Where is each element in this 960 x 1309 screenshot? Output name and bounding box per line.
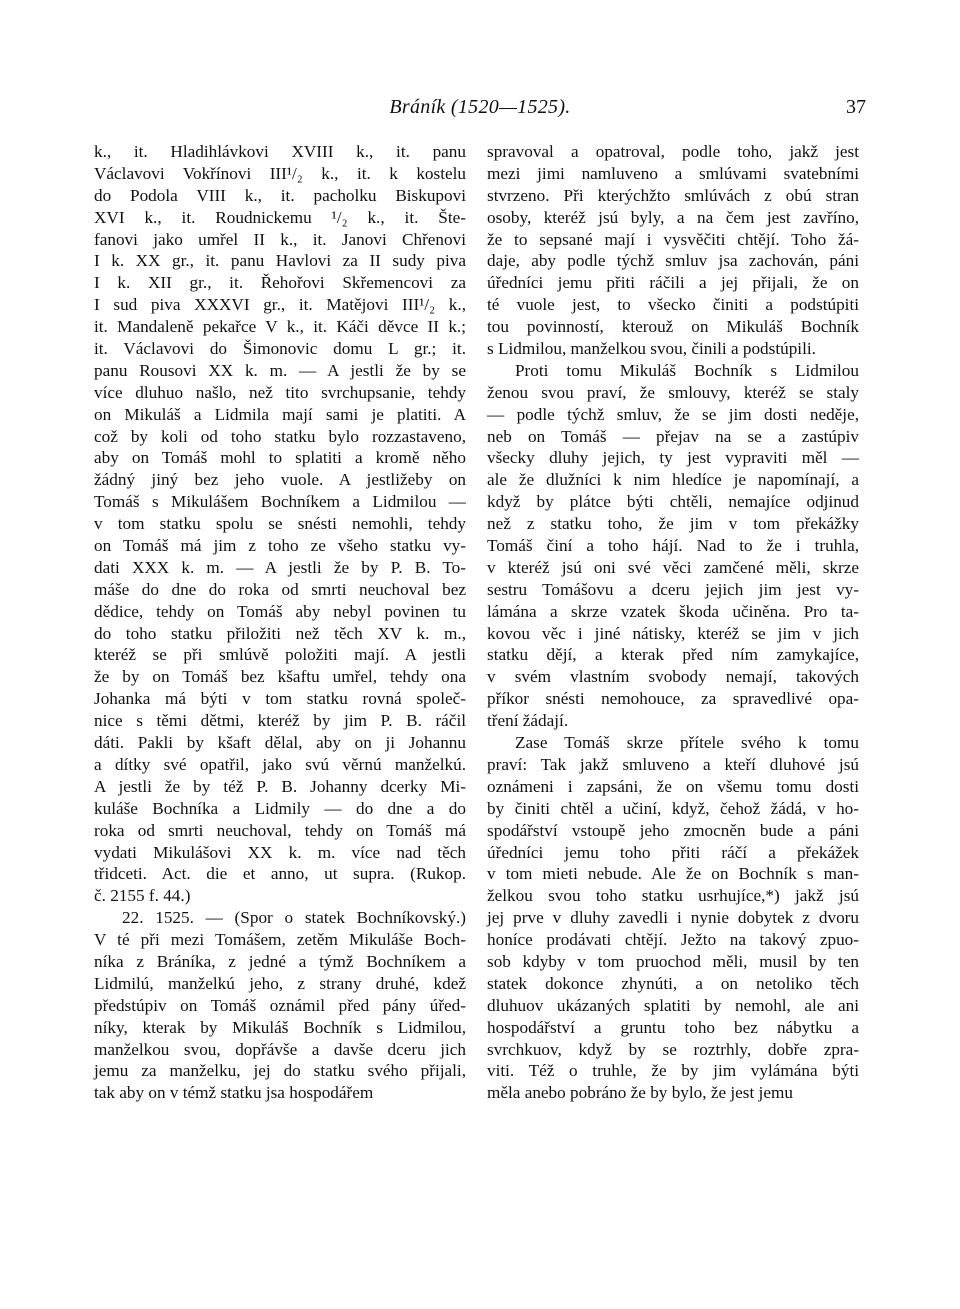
text-line: ženou svou praví, že smlouvy, kteréž se staly [487,382,859,402]
text-line: když by plátce býti chtěli, nemajíce odjinud [487,492,859,512]
text-line: by činiti chtěl a učiní, když, čehož žádá, v ho- [487,798,859,818]
left-text-column [94,141,466,1104]
text-line: kovou věc i jiné nátisky, kteréž se jim v jich [487,623,859,643]
text-line: XVI k., it. Roudnickemu ¹/₂ k., it. Šte- [94,207,466,227]
text-line: roka od smrti neuchoval, tehdy on Tomáš má [94,820,466,840]
text-line: spodářství vstoupě jeho zmocněn bude a páni [487,820,859,840]
text-line: v svém vlastním svobody nemají, takových [487,667,859,687]
text-line: třidceti. Act. die et anno, ut supra. (Rukop. [94,864,466,884]
text-line: jemu za manželku, jej do statku svého přijali, [94,1061,466,1081]
text-line: neb on Tomáš — přejav na se a zastúpiv [487,426,859,446]
text-line: níky, kterak by Mikuláš Bochník s Lidmilou, [94,1017,466,1037]
text-line: s Lidmilou, manželkou svou, činili a podstúpili. [487,339,816,359]
text-line: — podle týchž smluv, že se jim dosti neděje, [487,404,859,424]
text-line: tření žádají. [487,711,569,731]
text-line: té vuole jest, to všecko činiti a podstúpiti [487,295,859,315]
text-line: k., it. Hladihlávkovi XVIII k., it. panu [94,142,466,161]
text-line: stvrzeno. Při kterýchžto smlúvách z obú stran [487,185,859,205]
text-line: fanovi jako umřel II k., it. Janovi Chřenovi [94,229,466,249]
text-line: do toho statku přiložiti než těch XV k. m., [94,623,466,643]
text-line: a dítky své opatřil, jako svú věrnú manželkú. [94,754,466,774]
text-line: manželkou svou, dopřávše a davše dceru jich [94,1039,466,1059]
text-line: sob kdyby v tom pruochod měli, musil by ten [487,951,859,971]
text-line: daje, aby podle týchž smluv jsa zachován, páni [487,251,859,271]
text-line: statku dějí, a kterak před ním zamykajíce, [487,645,859,665]
right-text-column [487,141,859,1104]
text-line: ale že dlužníci k nim hledíce je napomínají, a [487,470,859,490]
text-line: žádný jiný bez jeho vuole. A jestližeby on [94,470,466,490]
text-line: dluhuov ukázaných splatiti by nemohl, ale ani [487,995,859,1015]
text-line: máše do dne do roka od smrti neuchoval bez [94,579,466,599]
page-header [94,96,866,122]
text-line: jej prve v dluhy zavedli i nynie dobytek z dvoru [487,908,859,928]
text-line: v tom statku spolu se snésti nemohli, tehdy [94,514,466,534]
text-line: dědice, tehdy on Tomáš aby nebyl povinen tu [94,601,466,621]
text-line: Johanka má býti v tom statku rovná společ- [94,689,466,709]
text-line: on Tomáš má jim z toho ze všeho statku vy- [94,536,466,556]
text-line: předstúpiv on Tomáš oznámil před pány úřed- [94,995,466,1015]
text-line: tou povinností, kterouž on Mikuláš Bochník [487,317,859,337]
text-line: v kteréž jsú oni své věci zamčené měli, skrze [487,557,859,577]
text-line: oznámeni i zapsáni, že on všemu tomu dosti [487,776,859,796]
text-line: v tom mieti nebude. Ale že on Bochník s man- [487,864,859,884]
text-line: aby on Tomáš mohl to splatiti a kromě něho [94,448,466,468]
text-line: Zase Tomáš skrze přítele svého k tomu [515,733,859,753]
text-line: spravoval a opatroval, podle toho, jakž jest [487,142,859,161]
text-line: honíce prodávati chtějí. Ježto na takový zpuo- [487,930,859,950]
text-line: Tomáš činí a toho hájí. Nad to že i truhla, [487,536,859,556]
text-line: viti. Též o truhle, že by jim vylámána býti [487,1061,859,1081]
text-line: příkor snésti nemohouce, za spravedlivé opa- [487,689,859,709]
text-line: vydati Mikulášovi XX k. m. více nad těch [94,842,466,862]
text-line: Proti tomu Mikuláš Bochník s Lidmilou [515,360,859,380]
text-line: kuláše Bochníka a Lidmily — do dne a do [94,798,466,818]
text-line: osoby, kteréž jsú byly, a na čem jest zavříno, [487,207,859,227]
text-line: it. Mandaleně pekařce V k., it. Káči děvce II k.; [94,317,466,337]
running-title: Bráník (1520—1525). [389,96,571,118]
text-line: všecky dluhy jejich, ty jest vypraviti měl — [487,448,859,468]
page-number: 37 [846,96,866,118]
text-line: lámána a skrze vzatek škoda učiněna. Pro ta- [487,601,859,621]
text-line: it. Václavovi do Šimonovic domu L gr.; it. [94,339,466,359]
text-line: že to sepsané mají i vysvěčiti chtějí. Toho žá- [487,229,859,249]
text-line: mezi jimi namluveno a smlúvami svatebními [487,163,859,183]
text-line: sestru Tomášovu a dceru jejich jim jest vy- [487,579,859,599]
text-line: praví: Tak jakž smluveno a kteří dluhové jsú [487,754,859,774]
text-line: statek dokonce zhynúti, a on netoliko těch [487,973,859,993]
text-line: do Podola VIII k., it. pacholku Biskupovi [94,185,466,205]
text-line: svrchkuov, když by se roztrhly, dobře zpra- [487,1039,859,1059]
text-line: Lidmilú, manželkú jeho, z strany druhé, kdež [94,973,466,993]
text-line: hospodářství a gruntu toho bez nábytku a [487,1017,859,1037]
text-line: tak aby on v témž statku jsa hospodářem [94,1083,374,1103]
text-line: on Mikuláš a Lidmila mají sami je platiti. A [94,404,466,424]
text-line: I sud piva XXXVI gr., it. Matějovi III¹/₂ k., [94,295,466,315]
text-line: 22. 1525. — (Spor o statek Bochníkovský.) [122,908,466,928]
text-line: než z statku toho, že jim v tom překážky [487,514,859,534]
text-line: Tomáš s Mikulášem Bochníkem a Lidmilou — [94,492,466,512]
text-line: I k. XX gr., it. panu Havlovi za II sudy piva [94,251,466,271]
text-line: V té při mezi Tomášem, zetěm Mikuláše Boch- [94,930,466,950]
text-line: níka z Bráníka, z jedné a týmž Bochníkem a [94,951,466,971]
text-line: úředníci jemu přiti ráčili a jej přijali, že on [487,273,859,293]
text-line: A jestli že by též P. B. Johanny dcerky Mi- [94,776,466,796]
text-line: Václavovi Vokřínovi III¹/₂ k., it. k kostelu [94,163,466,183]
text-line: úředníci jemu toho přiti ráčí a překážek [487,842,859,862]
text-line: kteréž se při smlúvě položiti mají. A jestli [94,645,466,665]
text-line: I k. XII gr., it. Řehořovi Skřemencovi za [94,273,466,293]
text-line: želkou svou toho statku usrhujíce,*) jakž jsú [487,886,859,906]
text-line: což by koli od toho statku bylo rozzastaveno, [94,426,466,446]
text-line: měla anebo pobráno že by bylo, že jest jemu [487,1083,793,1103]
text-line: dáti. Pakli by kšaft dělal, aby on ji Johannu [94,733,466,753]
text-line: č. 2155 f. 44.) [94,886,191,906]
text-line: více dluhuo našlo, než tito svrchupsanie, tehdy [94,382,466,402]
text-line: nice s těmi dětmi, kteréž by jim P. B. ráčil [94,711,466,731]
text-line: dati XXX k. m. — A jestli že by P. B. To- [94,557,466,577]
text-line: panu Rousovi XX k. m. — A jestli že by se [94,360,466,380]
text-line: že by on Tomáš bez kšaftu umřel, tehdy ona [94,667,466,687]
